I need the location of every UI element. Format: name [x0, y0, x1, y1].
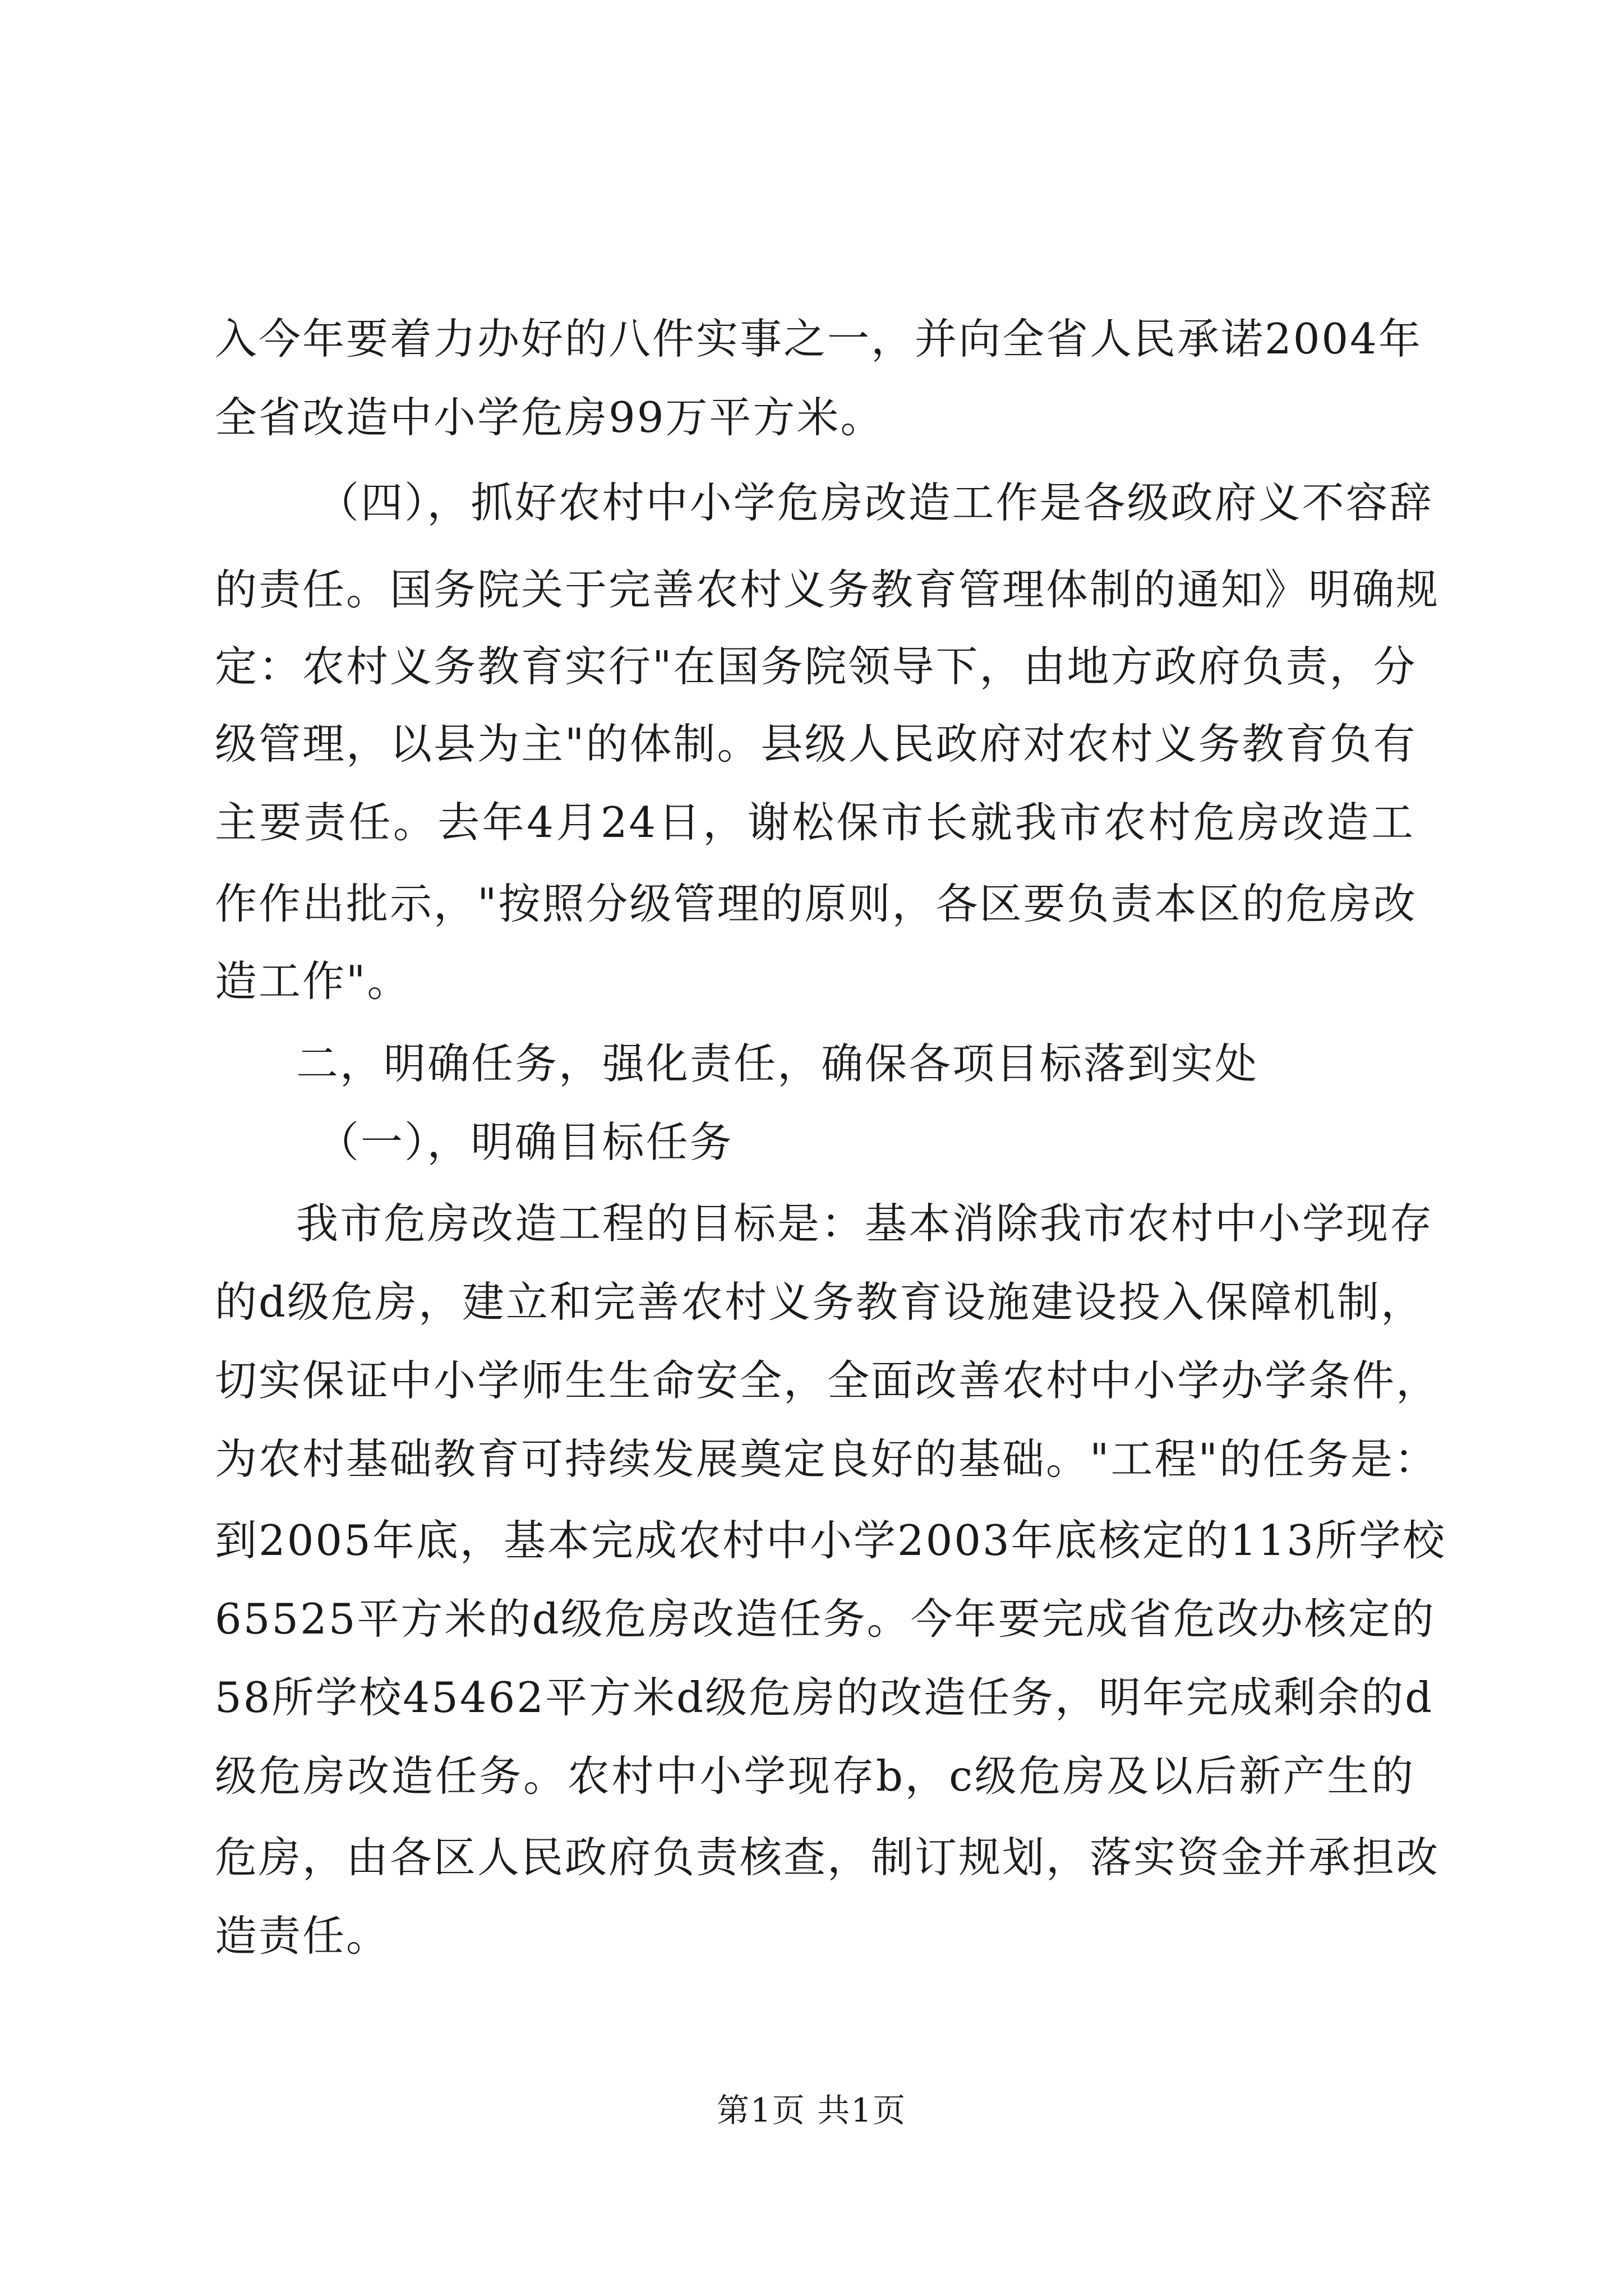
text-line-15: 为农村基础教育可持续发展奠定良好的基础。"工程"的任务是： — [215, 1434, 1438, 1484]
text-line-13: 的d级危房，建立和完善农村义务教育设施建设投入保障机制， — [215, 1277, 1425, 1327]
text-line-4: 的责任。国务院关于完善农村义务教育管理体制的通知》明确规 — [215, 565, 1440, 614]
subsection-1-heading: （一），明确目标任务 — [317, 1117, 734, 1167]
paragraph-4-heading-line: （四），抓好农村中小学危房改造工作是各级政府义不容辞 — [317, 478, 1433, 527]
text-line-8: 作作出批示，"按照分级管理的原则，各区要负责本区的危房改 — [215, 879, 1417, 928]
text-line-21: 造责任。 — [215, 1911, 390, 1961]
text-line-19: 级危房改造任务。农村中小学现存b，c级危房及以后新产生的 — [215, 1751, 1415, 1801]
text-line-18: 58所学校45462平方米d级危房的改造任务，明年完成剩余的d — [215, 1673, 1434, 1722]
page-number-footer: 第1页 共1页 — [716, 2091, 907, 2129]
text-line-7: 主要责任。去年4月24日，谢松保市长就我市农村危房改造工 — [215, 798, 1415, 847]
text-line-6: 级管理，以县为主"的体制。县级人民政府对农村义务教育负有 — [215, 719, 1417, 769]
text-line-17: 65525平方米的d级危房改造任务。今年要完成省危改办核定的 — [215, 1594, 1436, 1644]
text-line-1: 入今年要着力办好的八件实事之一，并向全省人民承诺2004年 — [215, 314, 1422, 364]
section-2-heading: 二，明确任务，强化责任，确保各项目标落到实处 — [296, 1039, 1259, 1088]
text-line-16: 到2005年底，基本完成农村中小学2003年底核定的113所学校 — [215, 1516, 1446, 1565]
text-line-12: 我市危房改造工程的目标是：基本消除我市农村中小学现存 — [296, 1199, 1434, 1248]
text-line-14: 切实保证中小学师生生命安全，全面改善农村中小学办学条件， — [215, 1356, 1440, 1405]
text-line-5: 定：农村义务教育实行"在国务院领导下，由地方政府负责，分 — [215, 642, 1417, 691]
text-line-2: 全省改造中小学危房99万平方米。 — [215, 393, 884, 442]
text-line-9: 造工作"。 — [215, 956, 411, 1006]
text-line-20: 危房，由各区人民政府负责核查，制订规划，落实资金并承担改 — [215, 1833, 1440, 1882]
